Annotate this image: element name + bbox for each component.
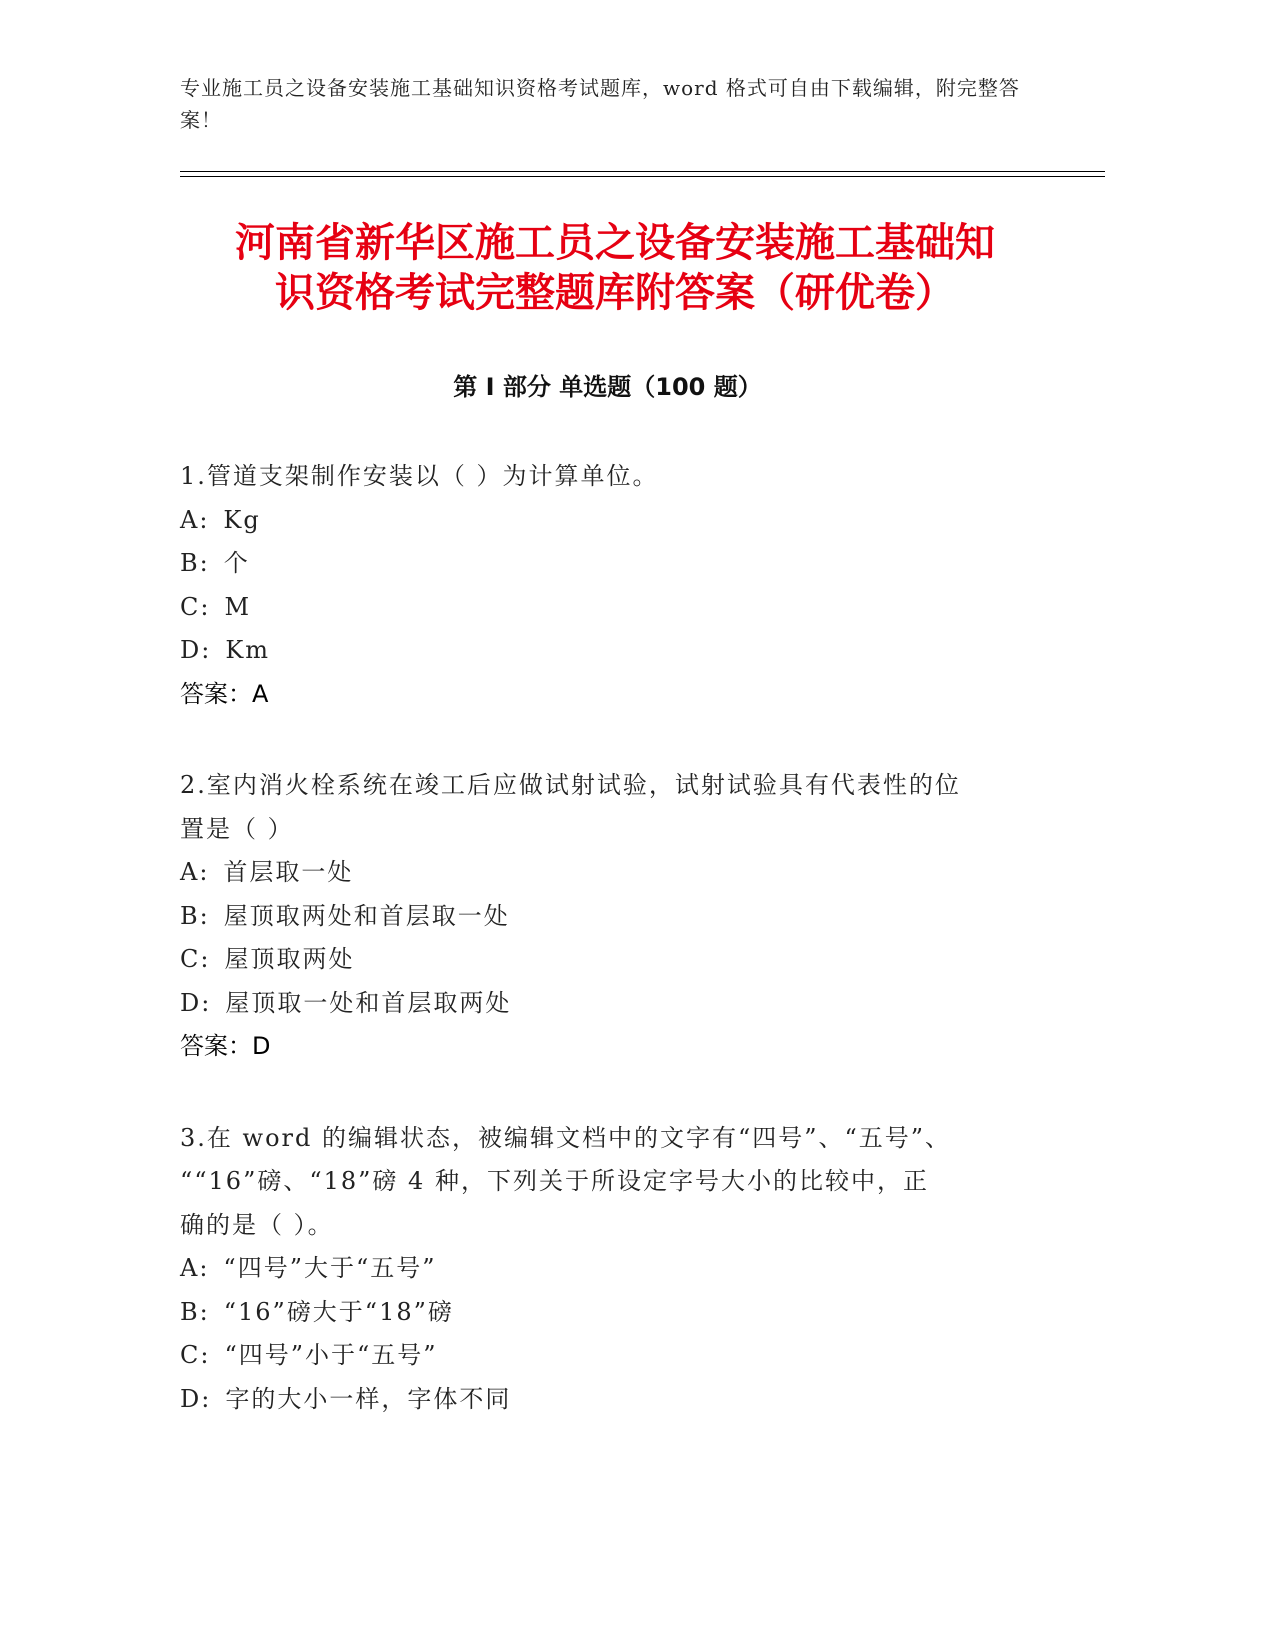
option-text: 个 xyxy=(223,549,250,577)
question-stem-line: 3.在 word 的编辑状态，被编辑文档中的文字有“四号”、“五号”、 xyxy=(180,1123,952,1152)
answer-option xyxy=(180,1378,1025,1422)
answer-option xyxy=(180,1334,1025,1378)
answer-option xyxy=(180,938,1025,982)
document-title xyxy=(150,218,1080,318)
option-letter: B: xyxy=(180,549,210,577)
answer-option xyxy=(180,629,1025,673)
option-letter: A: xyxy=(180,505,210,534)
option-letter: B: xyxy=(180,901,210,930)
option-letter: C: xyxy=(180,945,211,973)
option-text: “四号”小于“五号” xyxy=(224,1341,438,1369)
option-letter: D: xyxy=(180,636,212,664)
answer-option xyxy=(180,982,1025,1026)
option-text: 屋顶取两处 xyxy=(224,945,355,973)
header-note: 专业施工员之设备安装施工基础知识资格考试题库，word 格式可自由下载编辑，附完整答案！ xyxy=(180,76,1020,132)
option-letter: A: xyxy=(180,1254,210,1282)
question-1 xyxy=(180,455,1025,716)
option-text: “四号”大于“五号” xyxy=(223,1254,437,1282)
answer-option xyxy=(180,499,1025,543)
question-3 xyxy=(180,1117,1025,1422)
title-line-2: 识资格考试完整题库附答案（研优卷） xyxy=(275,270,955,316)
question-list xyxy=(180,455,1025,1469)
title-line-1: 河南省新华区施工员之设备安装施工基础知 xyxy=(235,220,995,266)
question-stem-line: ““16”磅、“18”磅 4 种，下列关于所设定字号大小的比较中，正 xyxy=(180,1167,929,1195)
option-letter: B: xyxy=(180,1297,210,1326)
question-stem-line: 2.室内消火栓系统在竣工后应做试射试验，试射试验具有代表性的位 xyxy=(180,771,961,799)
header-rule-top xyxy=(180,171,1105,172)
header-rule-bottom xyxy=(180,176,1105,177)
section-title: 第 I 部分 单选题（100 题） xyxy=(453,373,762,401)
answer-option xyxy=(180,895,1025,939)
option-letter: D: xyxy=(180,988,212,1017)
answer-option xyxy=(180,542,1025,586)
option-letter: D: xyxy=(180,1384,212,1413)
option-text: 屋顶取一处和首层取两处 xyxy=(225,988,512,1017)
question-stem-line: 1.管道支架制作安装以（ ）为计算单位。 xyxy=(180,462,659,490)
question-stem-line: 置是（ ） xyxy=(180,814,294,843)
option-text: 字的大小一样，字体不同 xyxy=(225,1384,512,1413)
option-letter: C: xyxy=(180,1341,211,1369)
answer-option xyxy=(180,586,1025,630)
question-stem-line: 确的是（ ）。 xyxy=(180,1210,334,1239)
answer-key: 答案：D xyxy=(180,1032,271,1060)
answer-option xyxy=(180,851,1025,895)
option-text: Kg xyxy=(223,505,261,534)
question-2 xyxy=(180,764,1025,1069)
answer-key: 答案：A xyxy=(180,679,269,708)
option-letter: C: xyxy=(180,592,211,621)
option-text: M xyxy=(224,592,252,621)
option-text: Km xyxy=(225,636,271,664)
answer-option xyxy=(180,1291,1025,1335)
option-letter: A: xyxy=(180,858,210,886)
option-text: 首层取一处 xyxy=(223,858,354,886)
option-text: 屋顶取两处和首层取一处 xyxy=(223,901,510,930)
answer-option xyxy=(180,1247,1025,1291)
option-text: “16”磅大于“18”磅 xyxy=(223,1297,454,1326)
